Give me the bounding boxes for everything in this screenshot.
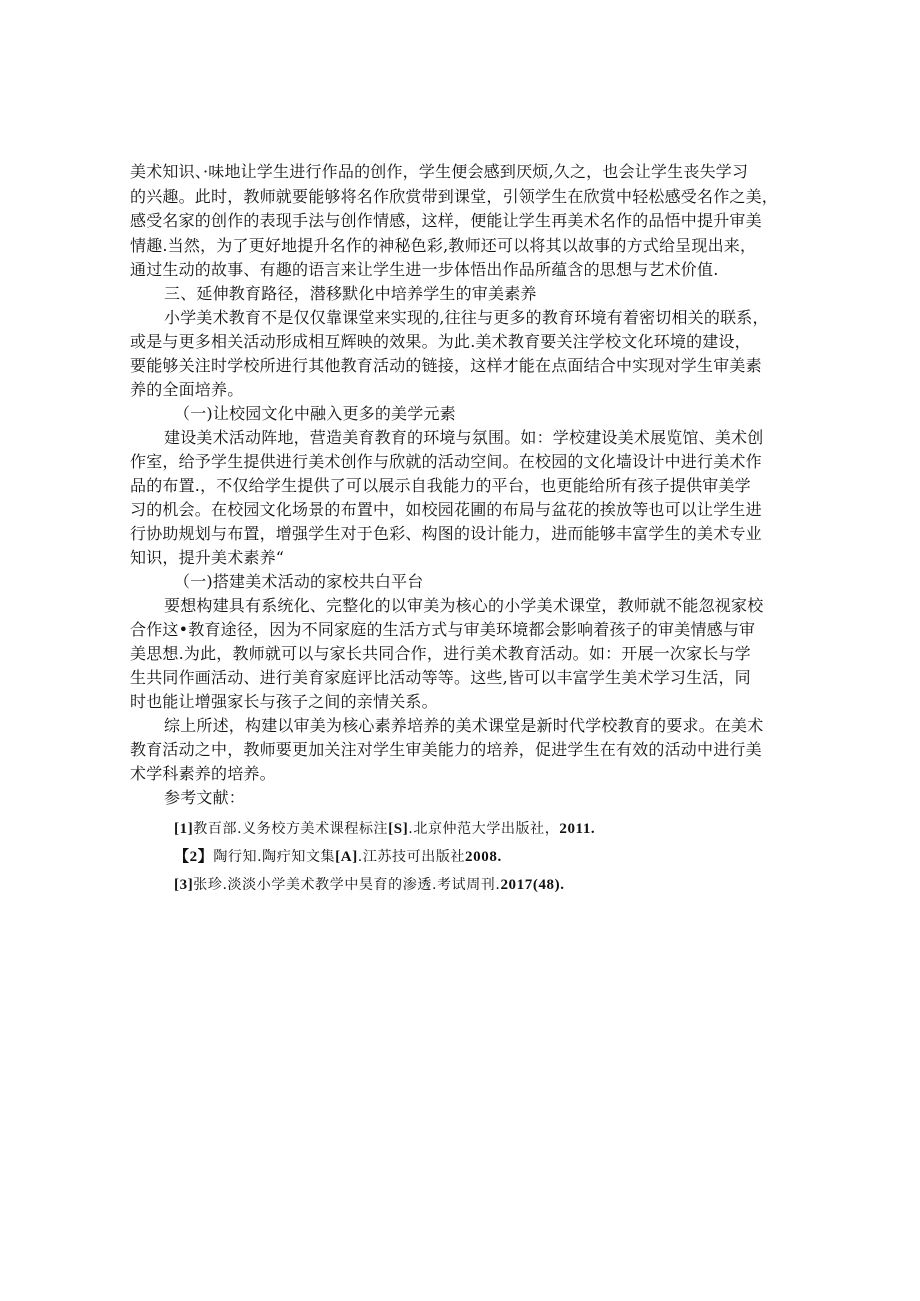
body-line: 的兴趣。此时，教师就要能够将名作欣赏带到课堂，引领学生在欣赏中轻松感受名作之美， (130, 187, 779, 206)
body-line: 品的布置.，不仅给学生提供了可以展示自我能力的平台，也更能给所有孩子提供审美学 (130, 476, 751, 495)
body-line: 合作这•教育途径，因为不同家庭的生活方式与审美环境都会影响着孩子的审美情感与审 (130, 620, 756, 639)
body-line: 习的机会。在校园文化场景的布置中，如校园花圃的布局与盆花的挨放等也可以让学生进 (130, 500, 762, 519)
references-heading: 参考文献： (164, 788, 246, 807)
body-line: 教育活动之中，教师要更加关注对学生审美能力的培养，促进学生在有效的活动中进行美 (130, 740, 762, 759)
reference-number: [1] (174, 821, 194, 837)
body-line: 综上所述，构建以审美为核心素养培养的美术课堂是新时代学校教育的要求。在美术 (164, 716, 764, 735)
body-line: 行协助规划与布置，增强学生对于色彩、构图的设计能力，进而能够丰富学生的美术专业 (130, 524, 762, 543)
reference-item (174, 848, 502, 866)
reference-text: .北京仲范大学出版社， (408, 821, 560, 837)
body-line: 美术知识、·味地让学生进行作品的创作，学生便会感到厌烦,久之，也会让学生丧失学习 (130, 162, 749, 181)
reference-text: 陶行知.陶疔知文集 (213, 849, 336, 865)
subsection-heading: （一)搭建美术活动的家校共白平台 (174, 572, 424, 591)
body-line: 美思想.为此，教师就可以与家长共同合作，进行美术教育活动。如：开展一次家长与学 (130, 644, 751, 663)
reference-number: 【2】 (174, 849, 214, 865)
reference-number: [3] (174, 877, 194, 893)
reference-type: [S] (388, 821, 409, 837)
reference-text: .江苏技可出版社 (357, 849, 466, 865)
body-line: 小学美术教育不是仅仅靠课堂来实现的,往往与更多的教育环境有着密切相关的联系， (164, 308, 769, 327)
reference-type: [A] (335, 849, 358, 865)
reference-year: 2008. (465, 849, 502, 865)
section-heading: 三、延伸教育路径，潜移默化中培养学生的审美素养 (164, 284, 537, 303)
body-line: 生共同作画活动、进行美育家庭评比活动等等。这些,皆可以丰富学生美术学习生活，同 (130, 668, 751, 687)
body-line: 感受名家的创作的表现手法与创作情感，这样，便能让学生再美术名作的品悟中提升审美 (130, 211, 762, 230)
subsection-heading: （一)让校园文化中融入更多的美学元素 (174, 404, 456, 423)
reference-text: 张珍.淡淡小学美术教学中昊育的渗透.考试周刊. (193, 877, 501, 893)
reference-item (174, 876, 565, 894)
body-line: 要能够关注时学校所进行其他教育活动的链接，这样才能在点面结合中实现对学生审美素 (130, 356, 762, 375)
body-line: 情趣.当然，为了更好地提升名作的神秘色彩,教师还可以将其以故事的方式给呈现出来， (130, 236, 757, 255)
reference-text: 教百部.义务校方美术课程标注 (193, 821, 389, 837)
body-line: 养的全面培养。 (130, 380, 244, 399)
body-line: 知识，提升美术素养“ (130, 548, 285, 567)
body-line: 术学科素养的培养。 (130, 764, 276, 783)
reference-item (174, 820, 595, 838)
reference-year: 2017(48). (500, 877, 565, 893)
body-line: 或是与更多相关活动形成相互辉映的效果。为此.美术教育要关注学校文化环境的建设， (130, 332, 751, 351)
body-line: 通过生动的故事、有趣的语言来让学生进一步体悟出作品所蕴含的思想与艺术价值. (130, 260, 719, 279)
body-line: 要想构建具有系统化、完整化的以审美为核心的小学美术课堂，教师就不能忽视家校 (164, 596, 764, 615)
body-line: 时也能让增强家长与孩子之间的亲情关系。 (130, 692, 438, 711)
body-line: 作室，给予学生提供进行美术创作与欣就的活动空间。在校园的文化墙设计中进行美术作 (130, 452, 762, 471)
reference-year: 2011. (559, 821, 596, 837)
body-line: 建设美术活动阵地，营造美育教育的环境与氛围。如：学校建设美术展览馆、美术创 (164, 428, 764, 447)
